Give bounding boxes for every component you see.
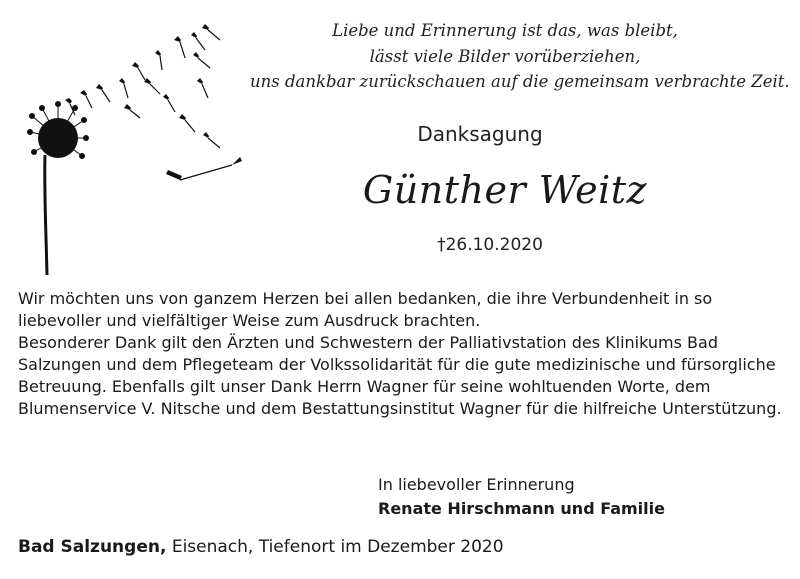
thank-you-paragraph: Wir möchten uns von ganzem Herzen bei allen bedanken, die ihre Verbundenheit in so liebevoller und vielfältiger Weise zum Ausdruck brachten.	[18, 289, 713, 330]
death-date: †26.10.2020	[437, 235, 543, 255]
deceased-name: Günther Weitz	[362, 168, 648, 212]
memorial-poem	[250, 18, 790, 95]
closing-phrase: In liebevoller Erinnerung	[378, 475, 575, 494]
thank-you-paragraph: Besonderer Dank gilt den Ärzten und Schwestern der Palliativstation des Klinikums Bad Salzungen und dem Pflegeteam der Volkssolidarität für die gute medizinische und fürsorgliche Betreuung. Ebenfalls gilt unser Dank Herrn Wagner für seine wohltuenden Worte, dem Blumenservice V. Nitsche und dem Bestattungsinstitut Wagner für die hilfreiche Unterstützung.	[18, 333, 782, 418]
poem-line: Liebe und Erinnerung ist das, was bleibt,	[332, 21, 678, 40]
signer-name: Renate Hirschmann und Familie	[378, 499, 665, 518]
place-and-date	[18, 537, 718, 557]
other-places: Eisenach, Tiefenort im Dezember 2020	[166, 537, 504, 557]
thank-you-text	[18, 288, 788, 420]
closing-block	[378, 473, 778, 521]
main-town: Bad Salzungen,	[18, 537, 167, 557]
dandelion-icon	[20, 20, 250, 275]
notice-heading: Danksagung	[417, 122, 543, 146]
poem-line: uns dankbar zurückschauen auf die gemeinsam verbrachte Zeit.	[250, 72, 790, 91]
poem-line: lässt viele Bilder vorüberziehen,	[369, 46, 641, 66]
